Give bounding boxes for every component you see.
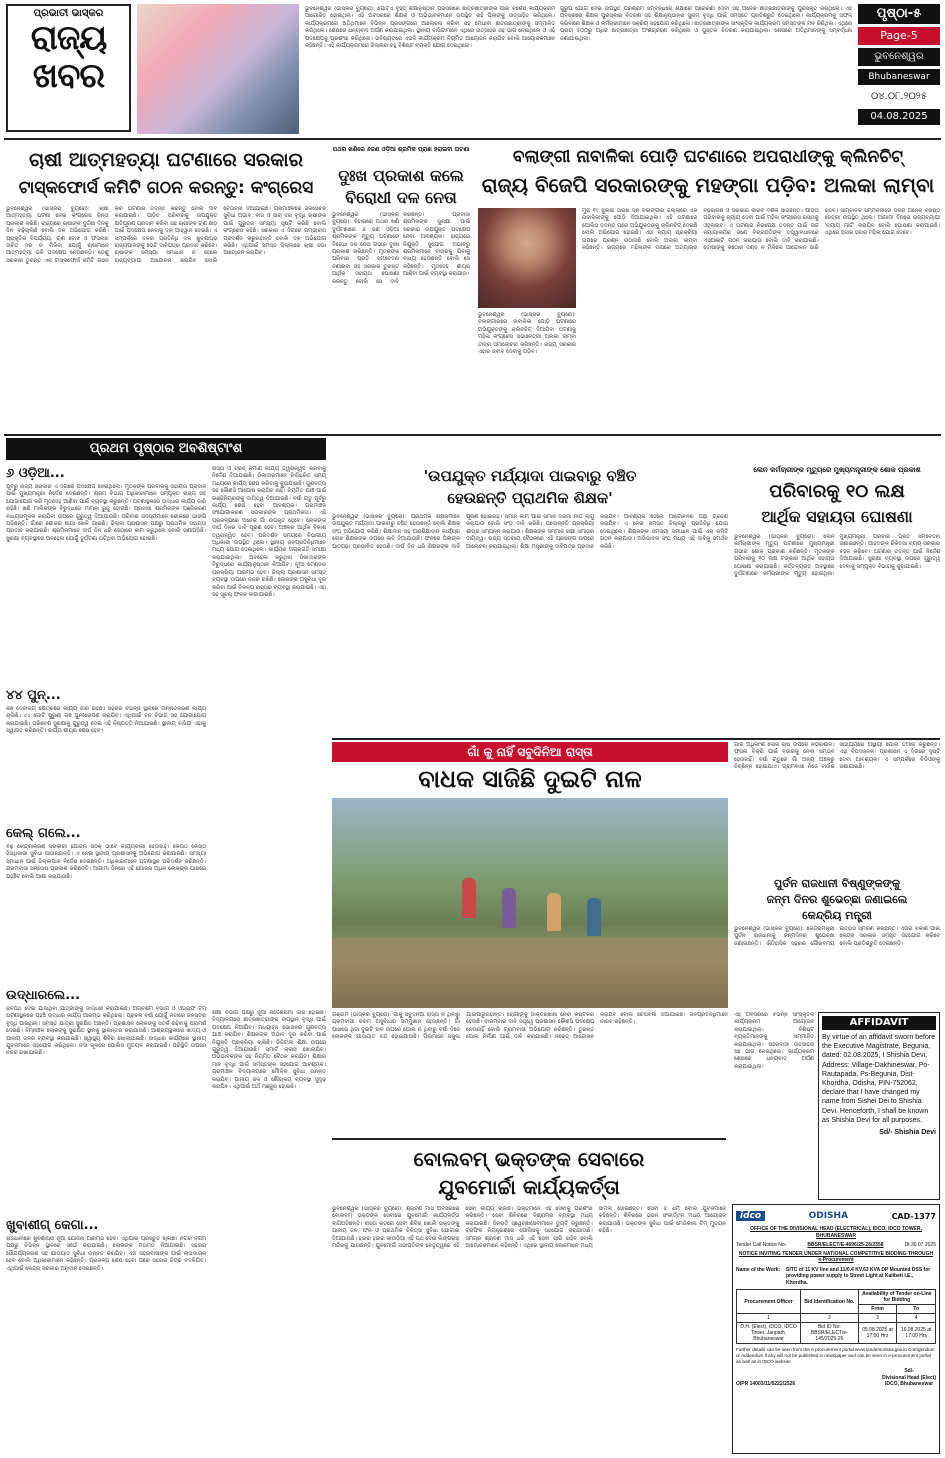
person-figure	[462, 878, 476, 918]
dukha-headline: ଦୁଃଖ ପ୍ରକାଶ କଲେ	[338, 166, 464, 185]
dukha-kicker: ପଥର ଖଣିରେ ୬ଜଣ ଓଡ଼ିଆ ଶ୍ରମିକ ପ୍ରାଣ ହରାଇବା ଘଟଣା	[332, 146, 470, 153]
th-to: To	[897, 1305, 936, 1314]
section-rule-2	[332, 738, 940, 740]
th-officer: Procurement Officer	[737, 1290, 801, 1314]
tender-table	[736, 1289, 936, 1344]
subhead-khubriga: ଖୁବାଶୀଗ୍ କେଗା...	[6, 1218, 99, 1233]
tourism-headline-2: ଜନ୍ମ ଦିନର ଶୁଭେଚ୍ଛା ଜଣାଇଲେ	[766, 893, 908, 906]
tender-notice-title: NOTICE INVITING TENDER UNDER NATIONAL COMPETITIVE BIDDING THROUGH e-Procurement	[738, 1250, 934, 1263]
road-kicker: ଗାଁ କୁ ନାହିଁ ସବୁଦିନିଆ ରାସ୍ତା	[332, 742, 728, 762]
date-or: ୦୪.୦୮.୨୦୨୫	[871, 91, 927, 102]
teacher-story-text: ଭୁବନେଶ୍ୱର (ଭାସ୍କର ବ୍ୟୁରୋ): ପ୍ରାଥମିକ ଶିକ୍ଷକମାନେ ଉପଯୁକ୍ତ ମର୍ଯ୍ୟାଦା ପାଇବାରୁ ବଞ୍ଚିତ ହେଉଛନ୍ତି ବୋଲି ଶିକ୍ଷକ ସଂଘ ଅଭିଯୋଗ କରିଛି। ଶିକ୍ଷାଦାନ ସହ ଅଣଶିକ୍ଷାଦାନ କାର୍ଯ୍ୟର ବୋଝ ଶିକ୍ଷକଙ୍କ ଉପରେ ଲଦି ଦିଆଯାଉଛି। ଫଳରେ ପିଲାଙ୍କ ପାଠପଢ଼ା ପ୍ରଭାବିତ ହେଉଛି। ଦୀର୍ଘ ଦିନ ଧରି ଶିକ୍ଷକଙ୍କ ଦାବି ପୂରଣ ହୋଇନାହିଁ। ସମାନ କାମ ପାଇଁ ସମାନ ଦରମା ନୀତି ଲାଗୁ କରାଯାଉ ବୋଲି ସଂଘ ଦାବି କରିଛି। ପଦୋନ୍ନତି ପ୍ରକ୍ରିୟା ଶୀଘ୍ର ସମ୍ପନ୍ନ କରାଯାଉ। ଶିକ୍ଷକଙ୍କ ସମ୍ମାନ ରକ୍ଷା ସମାଜର ଦାୟିତ୍ୱ। ରାଜ୍ୟ ସ୍ତରୀୟ ବୈଠକରେ ଏହି ପ୍ରସଙ୍ଗ ଉପରେ ଆଲୋଚନା କରାଯାଇଥିଲା। ଶିକ୍ଷା ମନ୍ତ୍ରୀଙ୍କୁ ଦାବିପତ୍ର ପ୍ରଦାନ କରାଯିବ। ଆବଶ୍ୟକ ହେଲେ ଆନ୍ଦୋଳନର ପନ୍ଥା ଗ୍ରହଣ କରାଯିବ। ଏ ନେଇ ସମସ୍ତ ଜିଲ୍ଲାରୁ ପ୍ରତିନିଧି ଯୋଗ ଦେଇଥିଲେ। ଶିକ୍ଷକଙ୍କ ସମସ୍ୟା ସମାଧାନ ପାଇଁ ଏକ କମିଟି ଗଠନ କରାଯାଉ। ଅଭିଭାବକ ସଂଘ ମଧ୍ୟ ଏହି ଦାବିକୁ ସମର୍ଥନ କରିଛି।	[332, 514, 728, 550]
page-info-box	[858, 4, 940, 134]
cm-kicker: ଲେନ କର୍ମଚାରୀଙ୍କ ମୃତ୍ୟୁରେ ମୁଖ୍ୟମନ୍ତ୍ରୀଙ୍କ ଶୋକ ପ୍ରକାଶ	[753, 466, 921, 474]
cont-text-6: ରାସ୍ତା ଓ ବ୍ରିଜ୍ ନିର୍ମାଣ କାର୍ଯ୍ୟ ତ୍ୱରାନ୍ୱିତ କରିବାକୁ ନିର୍ଦ୍ଦେଶ ଦିଆଯାଇଛି। ଠିକାଦାରମାନେ ନିର୍ଦ୍ଧାରିତ ସମୟ ମଧ୍ୟରେ କାର୍ଯ୍ୟ ଶେଷ କରିବାକୁ କୁହାଯାଇଛି। ଗୁଣବତ୍ତା ସହ କୌଣସି ଆପୋଷ କରାଯିବ ନାହିଁ। ନିୟମିତ ଯାଞ୍ଚ ପାଇଁ ଇଞ୍ଜିନିୟରଙ୍କୁ ଦାୟିତ୍ୱ ଦିଆଯାଇଛି। ବର୍ଷା ଋତୁ ପୂର୍ବରୁ କାର୍ଯ୍ୟ ଶେଷ ହେବା ଆବଶ୍ୟକ। ଗ୍ରାମାଞ୍ଚଳ ସଂଯୋଗୀକରଣ ସରକାରଙ୍କ ପ୍ରାଥମିକତା। ଏହି ପ୍ରକଳ୍ପରେ ଅନେକ ଗାଁ ଉପକୃତ ହେବେ। ଲୋକଙ୍କ ଦୀର୍ଘ ଦିନର ଦାବି ପୂରଣ ହେବ। ଅଞ୍ଚଳର ଆର୍ଥିକ ବିକାଶ ତ୍ୱରାନ୍ୱିତ ହେବ। ପରିଦର୍ଶନ ସମୟରେ ବିଭାଗୀୟ ଅଧିକାରୀ ଉପସ୍ଥିତ ଥିଲେ। ସ୍ଥାନୀୟ ଜନପ୍ରତିନିଧିମାନେ ମଧ୍ୟ ଯୋଗ ଦେଇଥିଲେ। କାର୍ଯ୍ୟର ଅଗ୍ରଗତି ସମୀକ୍ଷା କରାଯାଇଥିଲା। ଅବହେଳା କରୁଥିବା ଠିକାଦାରଙ୍କ ବିରୁଦ୍ଧରେ କାର୍ଯ୍ୟାନୁଷ୍ଠାନ ନିଆଯିବ। ନୂଆ ଟେଣ୍ଡର ପ୍ରକ୍ରିୟା ଆରମ୍ଭ ହେବ। ଜିଲ୍ଲା ପ୍ରଶାସନ ସମସ୍ତ ବ୍ୟବସ୍ଥା ଉପରେ ନଜର ରଖିଛି। ଲୋକଙ୍କ ଅସୁବିଧା ଦୂର କରିବା ପାଇଁ ବିକଳ୍ପ ରାସ୍ତାର ବ୍ୟବସ୍ଥା କରାଯାଇଛି। ଏହା ସହ ସୂଚନା ଫଳକ ଲଗାଯାଇଛି।	[212, 466, 326, 598]
tender-table-header	[737, 1290, 936, 1305]
logo-line-1: ରାଜ୍ୟ	[30, 18, 107, 58]
affidavit-title: AFFIDAVIT	[822, 1016, 936, 1030]
cont-text-2: କିଛି ଦେବାଳୟ କ୍ଷେତ୍ରରେ କାର୍ଯ୍ୟ ଜାରି ରହିଛି। ସହରର ବିଭିନ୍ନ ସ୍ଥାନରେ ଉନ୍ନତିକରଣ କାର୍ଯ୍ୟ ଚାଲିଛି। ୪୪ ଗୋଟି ପୁରୁଣା ଗଛ ପୁନଃରୋପଣ କରାଯିବ। ଏଥିପାଇଁ ବନ ବିଭାଗ ସହ ଯୋଗାଯୋଗ କରାଯାଇଛି। ପରିବେଶ ସୁରକ୍ଷାକୁ ଗୁରୁତ୍ୱ ଦେଇ ଏହି ନିଷ୍ପତ୍ତି ନିଆଯାଇଛି। ସ୍ଥାନୀୟ ବାସିନ୍ଦା ଏହାକୁ ସ୍ୱାଗତ କରିଛନ୍ତି। କାର୍ଯ୍ୟ ଶୀଘ୍ର ଶେଷ ହେବ।	[6, 706, 206, 735]
cont-text-1: ପୂର୍ବରୁ ରାଜ୍ୟ ସରକାର ଏ ଦିଗରେ ପଦକ୍ଷେପ ନେଇଥିଲେ। ମୃତକଙ୍କ ପରିବାରକୁ ସହାୟତା ପ୍ରଦାନ ପାଇଁ ମୁଖ୍ୟମନ୍ତ୍ରୀ ନିର୍ଦ୍ଦେଶ ଦେଇଛନ୍ତି। ଶ୍ରମ ବିଭାଗ ଅଧିକାରୀମାନେ ସମ୍ପୃକ୍ତ ରାଜ୍ୟ ସହ ଯୋଗାଯୋଗ କରି ମୃତଦେହ ଆଣିବା ପାଇଁ ବ୍ୟବସ୍ଥା କରୁଛନ୍ତି। ଘଟଣାସ୍ଥଳରେ ଉଦ୍ଧାର କାର୍ଯ୍ୟ ଜାରି ରହିଛି। ଖଣି ମାଲିକଙ୍କ ବିରୁଦ୍ଧରେ ମାମଲା ରୁଜୁ ହୋଇଛି। ପ୍ରବାସୀ ଶ୍ରମିକଙ୍କ ପଞ୍ଜିକରଣ ବାଧ୍ୟତାମୂଳକ କରାଯିବା ଉପରେ ଗୁରୁତ୍ୱ ଦିଆଯାଉଛି। ପରିବାର ସଦସ୍ୟମାନେ ଶୋକରେ ଭାଙ୍ଗି ପଡ଼ିଛନ୍ତି। ଗାଁରେ ଶୋକର ଛାୟା ଖେଳି ଯାଇଛି। ଜିଲ୍ଲା ପ୍ରଶାସନ ପକ୍ଷରୁ ପ୍ରାଥମିକ ସହାୟତା ପ୍ରଦାନ କରାଯାଇଛି। ଶ୍ରମିକମାନେ ଦୀର୍ଘ ଦିନ ଧରି ସେଠାରେ କାମ କରୁଥିଲେ ବୋଲି ଜଣାପଡ଼ିଛି। ସୁରକ୍ଷା ବ୍ୟବସ୍ଥାରେ ଅବହେଳା ଯୋଗୁଁ ଦୁର୍ଘଟଣା ଘଟିଥିବା ଅଭିଯୋଗ ହୋଇଛି।	[6, 484, 206, 542]
tender-table-numbers	[737, 1314, 936, 1323]
road-story-text: ଗଞ୍ଜାମ (ଭାସ୍କର ବ୍ୟୁରୋ): ଗାଁକୁ ସବୁଦିନିଆ ରାସ୍ତା ନ ଥିବାରୁ ଗ୍ରାମବାସୀ ଚରମ ଅସୁବିଧାର ସମ୍ମୁଖୀନ ହେଉଛନ୍ତି। ଗାଁ ପାଖରେ ଥିବା ଦୁଇଟି ନାଳ ଉପରେ ପୋଲ ନ ଥିବାରୁ ବର୍ଷା ଦିନେ ଲୋକଙ୍କ ଯାତାୟାତ ବନ୍ଦ ହୋଇଯାଉଛି। ପିଲାମାନେ ସ୍କୁଲ ଯାଇପାରୁନାହାନ୍ତି। ରୋଗୀଙ୍କୁ ଡାକ୍ତରଖାନା ନେବା କଷ୍ଟକର ହେଉଛି। ବାରମ୍ବାର ଦାବି ସତ୍ତ୍ୱେ ପ୍ରଶାସନ କୌଣସି ପଦକ୍ଷେପ ନେଉନାହିଁ ବୋଲି ଗ୍ରାମବାସୀ ଅଭିଯୋଗ କରିଛନ୍ତି। ତୁରନ୍ତ ପୋଲ ନିର୍ମାଣ ପାଇଁ ଦାବି କରାଯାଇଛି। ନଚେତ୍ ଆନ୍ଦୋଳନ କରାଯିବ ବୋଲି ଚେତାବନୀ ଦିଆଯାଇଛି। ଜନପ୍ରତିନିଧିମାନେ ନୀରବ ରହିଛନ୍ତି।	[332, 1012, 728, 1041]
top-story-text-2: ଗୁରୁପ ଯୋଗ ଦେଇ ଉପସ୍ଥିତ ପରିଶ୍ରମ ସମ୍ବନ୍ଧରେ ଶିକ୍ଷାରେ ପ୍ରେରଣା ଦେବା ସହ ଅନେକ ଛାତ୍ରଛାତ୍ରୀଙ୍କୁ ପୁରସ୍କୃତ କରିଥିଲେ। ଏହି ଅବସରରେ ଶିକ୍ଷକ ପୁରସ୍କାର ବିତରଣ ସହ ଶିକ୍ଷାନୁଷ୍ଠାନର ସୁନାମ ବୃଦ୍ଧି ପାଇଁ ସମସ୍ତେ ପ୍ରତିଶ୍ରୁତି ଦେଇଥିଲେ। କାର୍ଯ୍ୟକ୍ରମକୁ ସଫଳ କରିବାରେ ଶିକ୍ଷକ ଓ କର୍ମଚାରୀମାନେ ସକ୍ରିୟ ସହଯୋଗ କରିଥିଲେ। ଛାତ୍ରଛାତ୍ରୀଙ୍କ ସାଂସ୍କୃତିକ କାର୍ଯ୍ୟକ୍ରମ ସମସ୍ତଙ୍କ ମନ ଜିଣିଥିଲା। ଏଥିରେ ପ୍ରାୟ ୫୦୦ରୁ ଅଧିକ ଛାତ୍ରଛାତ୍ରୀ ଅଂଶଗ୍ରହଣ କରିଥିଲେ ଓ ପୁସ୍ତକ ବିତରଣ କରାଯାଇଥିଲା। ଶେଷରେ ଅତିଥିମାନଙ୍କୁ ସମ୍ବର୍ଦ୍ଧନା ଜଣାଯାଇଥିଲା।	[560, 6, 852, 42]
tender-notice-no-label: Tender Call Notice No-	[736, 1242, 787, 1248]
tender-footer: Further details can be seen from the e-procurement portal www.tendersorissa.gov.in Corrigendum or Addendum if any will not be published in newspaper and can be seen in e-procurement portal as well as in IDCO website	[736, 1347, 935, 1364]
cm-story-text: ଭୁବନେଶ୍ୱର (ଭାସ୍କର ବ୍ୟୁରୋ): ଲେନ କର୍ମଚାରୀଙ୍କ ମୃତ୍ୟୁ ଘଟଣାରେ ମୁଖ୍ୟମନ୍ତ୍ରୀ ଗଭୀର ଶୋକ ପ୍ରକାଶ କରିଛନ୍ତି। ମୃତକଙ୍କ ପରିବାରକୁ ୧୦ ଲକ୍ଷ ଟଙ୍କାର ଆର୍ଥିକ ସହାୟତା ଘୋଷଣା କରାଯାଇଛି। କର୍ତ୍ତବ୍ୟରତ ଅବସ୍ଥାରେ ଦୁର୍ଘଟଣାରେ କର୍ମଚାରୀଙ୍କ ମୃତ୍ୟୁ ହୋଇଥିଲା। ମୁଖ୍ୟମନ୍ତ୍ରୀ ପରିବାର ପ୍ରତି ସମବେଦନା ଜଣାଇଛନ୍ତି। ଆହତଙ୍କ ଚିକିତ୍ସା ବ୍ୟୟ ସରକାର ବହନ କରିବେ। ଘଟଣାର ତଦନ୍ତ ପାଇଁ ନିର୍ଦ୍ଦେଶ ଦିଆଯାଇଛି। ସୁରକ୍ଷା ବ୍ୟବସ୍ଥା ଉପରେ ଗୁରୁତ୍ୱ ଦେବାକୁ ସମ୍ପୃକ୍ତ ବିଭାଗକୁ କୁହାଯାଇଛି।	[734, 534, 940, 578]
cell-to: 16.08.2025 at 17:00 Hrs	[897, 1323, 936, 1344]
table-row	[737, 1323, 936, 1344]
tender-work: SITC of 11 KV line and 11/0.4 KV,63 KVA DP Mounted DSS for providing power supply to Street Light at Kalibeti I.E., Khordha.	[786, 1266, 931, 1286]
top-story-text: ଭୁବନେଶ୍ୱର (ଭାସ୍କର ବ୍ୟୁରୋ): ଗୋଟିଏ ବୃହତ୍ ଶିକ୍ଷାନୁଷ୍ଠାନ ପରିସରରେ ଛାତ୍ରଛାତ୍ରୀଙ୍କ ପାଇଁ ବିଶେଷ କାର୍ଯ୍ୟକ୍ରମ ଆୟୋଜିତ ହୋଇଥିଲା। ଏହି ଅବସରରେ ଶିକ୍ଷକ ଓ ଅଭିଭାବକମାନେ ଉପସ୍ଥିତ ରହି ପିଲାଙ୍କୁ ଉତ୍ସାହିତ କରିଥିଲେ। କାର୍ଯ୍ୟକ୍ରମରେ ଅତିଥିମାନେ ବିଭିନ୍ନ ପ୍ରସଙ୍ଗରେ ଆଲୋଚନା କରିବା ସହ ମେଧାବୀ ଛାତ୍ରଛାତ୍ରୀଙ୍କୁ ସମ୍ମାନିତ କରିଥିଲେ। ଶେଷରେ ଧନ୍ୟବାଦ ଅର୍ପଣ କରାଯାଇଥିଲା। ସ୍ଥାନୀୟ ବାସିନ୍ଦାମାନେ ଏଥିରେ ଉତ୍ସାହର ସହ ଭାଗ ନେଇଥିଲେ ଓ ଏହି ପଦକ୍ଷେପକୁ ପ୍ରଶଂସା କରିଥିଲେ। ଭବିଷ୍ୟତରେ ଏଭଳି କାର୍ଯ୍ୟକ୍ରମ ନିୟମିତ ଆୟୋଜନ କରାଯିବ ବୋଲି ଆୟୋଜକମାନେ କହିଛନ୍ତି। ଏହି କାର୍ଯ୍ୟକ୍ରମରେ ଜିଲ୍ଲାର ବହୁ ବିଶିଷ୍ଟ ବ୍ୟକ୍ତି ଯୋଗ ଦେଇଥିଲେ।	[305, 6, 555, 50]
city-or: ଭୁବନେଶ୍ୱର	[858, 48, 940, 66]
logo-line-2: ଖବର	[32, 56, 105, 96]
page-number-en: Page-5	[858, 27, 940, 45]
affidavit-body: By virtue of an affidavit sworn before the Executive Magistrate, Begunia, dated: 02.08.2025, I Shishia Devi, Address: Village-Dakhineswar, Po-Rautapada, Ps-Begunia, Dist-Khordha, Odisha, PIN-752062, declare that I have changed my name from Sishei Dei to Shishia Devi. Henceforth, I shall be known as Shishia Devi for all purposes.	[822, 1034, 936, 1124]
tender-notice-no-row	[736, 1242, 936, 1249]
tender-header	[736, 1208, 936, 1224]
road-headline: ବାଧକ ସାଜିଛି ଦୁଇଟି ନାଳ	[418, 765, 642, 793]
col-number: 1	[737, 1314, 801, 1323]
section-rule-3	[332, 1138, 726, 1140]
city-en: Bhubaneswar	[858, 69, 940, 85]
col-number: 2	[801, 1314, 859, 1323]
dukha-story-text: ଭୁବନେଶ୍ୱର (ଭାସ୍କର ବ୍ୟୁରୋ): ବିହାରରେ ପଥର ଖଣି ଦୁର୍ଘଟଣାରେ ୬ ଜଣ ଓଡ଼ିଆ ଶ୍ରମିକଙ୍କ ମୃତ୍ୟୁ ଘଟଣାରେ ବିରୋଧୀ ଦଳ ନେତା ଗଭୀର ଦୁଃଖ ପ୍ରକାଶ କରିଛନ୍ତି। ମୃତକଙ୍କ ପରିବାର ପ୍ରତି ସମବେଦନା ଜଣାଇବା ସହ ସରକାର ତୁରନ୍ତ ଆର୍ଥିକ ସହାୟତା ଘୋଷଣା କରନ୍ତୁ ବୋଲି ସେ ଦାବି କରିଛନ୍ତି। ପ୍ରବାସୀ ଶ୍ରମିକଙ୍କ ସୁରକ୍ଷା ପାଇଁ ସରକାର ଉପଯୁକ୍ତ ପଦକ୍ଷେପ ନେବା ଆବଶ୍ୟକ। ରାଜ୍ୟରେ ନିଯୁକ୍ତି ସୁଯୋଗ ଅଭାବରୁ ଶ୍ରମିକମାନେ ବାହାରକୁ ଯିବାକୁ ବାଧ୍ୟ ହେଉଛନ୍ତି ବୋଲି ସେ କହିଛନ୍ତି। ମୃତଦେହ ଶୀଘ୍ର ଆଣିବା ପାଇଁ ବ୍ୟବସ୍ଥା କରାଯାଉ।	[332, 212, 470, 285]
alka-lamba-photo	[478, 208, 576, 308]
bolbam-headline-1: ବୋଲବମ୍ ଭକ୍ତଙ୍କ ସେବାରେ	[413, 1147, 645, 1171]
person-figure	[587, 898, 601, 936]
tender-notice	[732, 1204, 940, 1454]
affidavit-box	[818, 1012, 940, 1200]
tender-sign-2: Divisional Head (Elect)	[882, 1374, 936, 1381]
balangir-headline-1: ବଲାଙ୍ଗୀ ନାବାଳିକା ପୋଡ଼ି ଘଟଣାରେ ଅପରାଧୀଙ୍କୁ କ୍ଲିନଚିଟ୍	[512, 147, 904, 167]
farmer-headline-2: ଟାସ୍କଫୋର୍ସ କମିଟି ଗଠନ କରନ୍ତୁ: କଂଗ୍ରେସ	[18, 178, 314, 198]
subhead-udhar: ଉଦ୍ଧାରଲେ...	[6, 988, 81, 1003]
affidavit-signature: Sd/- Shishia Devi	[879, 1129, 936, 1137]
group-photo	[137, 4, 299, 134]
farmer-story-text: ଭୁବନେଶ୍ୱର (ଭାସ୍କର ବ୍ୟୁରୋ): ଚାଷୀ ଆତ୍ମହତ୍ୟା ଘଟଣା ନେଇ କଂଗ୍ରେସ ଚିନ୍ତା ପ୍ରକାଶ କରିଛି। ରାଜ୍ୟରେ ଚାଷୀଙ୍କ ଦୁର୍ଦ୍ଦଶା ଦିନକୁ ଦିନ ବଢ଼ିଚାଲିଛି ବୋଲି ଦଳ ଅଭିଯୋଗ କରିଛି। ପ୍ରାକୃତିକ ବିପର୍ଯ୍ୟୟ, ଋଣ ବୋଝ ଓ ଫସଲର ଉଚିତ ଦର ନ ମିଳିବା ଯୋଗୁଁ ଚାଷୀମାନେ ଆତ୍ମହତ୍ୟା ଭଳି ପଦକ୍ଷେପ ନେଉଛନ୍ତି। ତେଣୁ ସରକାର ତୁରନ୍ତ ଏକ ଟାସ୍କଫୋର୍ସ କମିଟି ଗଠନ କରି ଘଟଣାର ତଦନ୍ତ କରନ୍ତୁ ବୋଲି ଦାବି କରାଯାଇଛି। ପୀଡ଼ିତ ପରିବାରକୁ ଉପଯୁକ୍ତ କ୍ଷତିପୂରଣ ପ୍ରଦାନ କରିବା ସହ ଚାଷୀଙ୍କ ଋଣ ଛାଡ଼ ପାଇଁ ପଦକ୍ଷେପ ନେବାକୁ ଦଳ ଆହ୍ୱାନ ଦେଇଛି। ଏ ସମ୍ପର୍କରେ ଦଳର ପ୍ରତିନିଧି ଦଳ ଖୁବଶୀଘ୍ର ରାଜ୍ୟପାଳଙ୍କୁ ଭେଟି ଦାବିପତ୍ର ପ୍ରଦାନ କରିବେ। ଚାଷୀଙ୍କ ସମସ୍ୟା ସମାଧାନ ନ ହେଲେ ରାଜ୍ୟବ୍ୟାପୀ ଆନ୍ଦୋଳନ କରାଯିବ ବୋଲି ଚେତାବନୀ ଦିଆଯାଇଛି। ଗ୍ରାମାଞ୍ଚଳରେ ଜଳସେଚନ ସୁବିଧା ଅଭାବ, ବୀଜ ଓ ସାର ଦର ବୃଦ୍ଧି ଚାଷୀଙ୍କ ପାଇଁ ଗୁରୁତର ସମସ୍ୟା ସୃଷ୍ଟି କରିଛି ବୋଲି କଂଗ୍ରେସ କହିଛି। ସରକାର ଏ ଦିଗରେ ଗମ୍ଭୀରତା ପ୍ରଦର୍ଶନ କରୁନାହାନ୍ତି ବୋଲି ଦଳ ଅଭିଯୋଗ କରିଛି। ଏଥିପାଇଁ ସମସ୍ତ ଜିଲ୍ଲାରେ ଚାଷୀ ସଭା ଆୟୋଜନ କରାଯିବ।	[6, 206, 326, 264]
tourism-headline-3: କେନ୍ଦ୍ରିୟ ମନ୍ତ୍ରୀ	[802, 909, 872, 922]
person-figure	[502, 888, 516, 928]
balangir-story-text-2: ମୁହାଁ ୧୯ ଜୁଲାଇ ତାରିଖ ଦିନ ବଲାଙ୍ଗୀର ଜିଲ୍ଲାରେ ଏକ ନାବାଳିକାଙ୍କୁ ପୋଡ଼ି ଦିଆଯାଇଥିଲା। ଏହି ଘଟଣାରେ ପୋଲିସ ତଦନ୍ତ ପରେ ଅଭିଯୁକ୍ତଙ୍କୁ କ୍ଲିନଚିଟ୍ ଦେଇଛି ବୋଲି ଅଭିଯୋଗ ହୋଇଛି। ଏହା ନ୍ୟାୟ ପ୍ରକ୍ରିୟା ଉପରେ ପ୍ରଶ୍ନ ଉଠାଉଛି ବୋଲି ଅଲକା ଲାମ୍ବା କହିଛନ୍ତି। ରାଜ୍ୟରେ ମହିଳାଙ୍କ ଉପରେ ଅତ୍ୟାଚାର ବଢ଼ିଚାଲିଛି ଓ ସରକାର ନୀରବ ଦର୍ଶକ ସାଜିଛନ୍ତି। ପୀଡ଼ିତା ପରିବାରକୁ ନ୍ୟାୟ ଦେବା ପାଇଁ ମହିଳା କଂଗ୍ରେସ ରାସ୍ତାକୁ ଓହ୍ଲାଇବ। ଏ ଘଟଣାର ନିରପେକ୍ଷ ତଦନ୍ତ ପାଇଁ ଉଚ୍ଚ ନ୍ୟାୟାଳୟର ଜଣେ ବିଚାରପତିଙ୍କ ତତ୍ତ୍ୱାବଧାନରେ ଏସଆଇଟି ଗଠନ କରାଯାଉ ବୋଲି ଦାବି କରାଯାଇଛି। ଦୋଷୀଙ୍କୁ କଠୋର ଦଣ୍ଡ ନ ମିଳିଲେ ଆନ୍ଦୋଳନ ଜାରି ରହିବ। ସାମ୍ବାଦିକ ସମ୍ମିଳନୀରେ ଦଳର ଅନେକ ବରିଷ୍ଠ ନେତ୍ରୀ ଉପସ୍ଥିତ ଥିଲେ। ଆଗାମୀ ଦିନରେ ରାଜ୍ୟବ୍ୟାପୀ 'ନ୍ୟାୟ ମାର୍ଚ୍ଚ' କରାଯିବ ବୋଲି ଘୋଷଣା କରାଯାଇଛି। ଏଥିରେ ହଜାର ହଜାର ମହିଳା ଯୋଗ ଦେବେ।	[582, 208, 940, 252]
cm-headline-1: ପରିବାରକୁ ୧୦ ଲକ୍ଷ	[769, 481, 905, 502]
water-channel	[332, 938, 728, 1008]
th-from: From	[858, 1305, 897, 1314]
col-number: 3	[858, 1314, 897, 1323]
odisha-logo: ODISHA	[808, 1211, 849, 1221]
idco-logo: idco	[736, 1211, 765, 1221]
dukha-subheadline: ବିରୋଧୀ ଦଳ ନେତା	[345, 188, 457, 207]
continued-banner: ପ୍ରଥମ ପୃଷ୍ଠାର ଅବଶିଷ୍ଟାଂଶ	[6, 438, 326, 460]
bolbam-story-text: ଭୁବନେଶ୍ୱର (ଭାସ୍କର ବ୍ୟୁରୋ): ଶ୍ରାବଣ ମାସ ଅବସରରେ ବୋଲବମ୍ ଭକ୍ତଙ୍କ ସେବାରେ ଯୁବମୋର୍ଚ୍ଚା କାର୍ଯ୍ୟକର୍ତ୍ତା ଲାଗିପଡ଼ିଛନ୍ତି। ରାସ୍ତା କଡ଼ରେ ସେବା ଶିବିର ଖୋଲି ଭକ୍ତଙ୍କୁ ପାନୀୟ ଜଳ, ଫଳ ଓ ପ୍ରାଥମିକ ଚିକିତ୍ସା ସୁବିଧା ଯୋଗାଇ ଦିଆଯାଉଛି। ହଜାର ହଜାର କାଉଡ଼ିଆ ଏହି ପଥ ଦେଇ ଲିଙ୍ଗରାଜ ମନ୍ଦିରକୁ ଯାଉଛନ୍ତି। ଯୁବମୋର୍ଚ୍ଚା ସଭାପତିଙ୍କ ନେତୃତ୍ୱରେ ଏହି ସେବା କାର୍ଯ୍ୟ ଚାଲିଛି। ଭକ୍ତମାନେ ଏହି ସେବାକୁ ପ୍ରଶଂସା କରିଛନ୍ତି। ସେବା ଶିବିରରେ ବିଶ୍ରାମର ବ୍ୟବସ୍ଥା ମଧ୍ୟ କରାଯାଇଛି। ଦିନରାତି ସ୍ୱେଚ୍ଛାସେବୀମାନେ ଡ୍ୟୁଟି କରୁଛନ୍ତି। ଟ୍ରାଫିକ ନିୟନ୍ତ୍ରଣରେ ପୋଲିସକୁ ସହଯୋଗ କରାଯାଉଛି। ସମଗ୍ର ଶ୍ରାବଣ ମାସ ଧରି ଏହି ସେବା ଜାରି ରହିବ ବୋଲି ଆୟୋଜକମାନେ କହିଛନ୍ତି। ଏଥିରେ ସ୍ଥାନୀୟ ଲୋକମାନେ ମଧ୍ୟ ସାମିଲ ହୋଇଛନ୍ତି। ସେବା ହିଁ ଧର୍ମ ବୋଲି ଯୁବକମାନେ କହିଛନ୍ତି। ଶିବିରରେ ଭଜନ ସଂକୀର୍ତ୍ତନ ମଧ୍ୟ ଆୟୋଜନ କରାଯାଉଛି। ଭକ୍ତଙ୍କ ସୁବିଧା ପାଇଁ ମେଡିକାଲ ଟିମ୍ ମୁତୟନ ରହିଛି।	[332, 1206, 726, 1250]
section-rule-1	[4, 434, 941, 436]
tender-sign-1: Sd/-	[904, 1368, 914, 1374]
th-availability: Availability of Tender on-Line for Bidding	[858, 1290, 935, 1305]
tender-notice-no: BBSR/ELECT/E-4696/25-26/2358	[807, 1242, 884, 1248]
masthead-rule	[4, 138, 941, 140]
th-bid: Bid Identification No.	[801, 1290, 859, 1314]
road-story-text-2: ଗାଁର ଅଧିକାଂଶ ଲୋକ ଚାଷ ଉପରେ ନିର୍ଭରଶୀଳ। ଫସଲ ବିକ୍ରି ପାଇଁ ବଜାରକୁ ନେବା ସମ୍ଭବ ହେଉନାହିଁ। ବର୍ଷା ଋତୁରେ ଗାଁ ଅନ୍ୟ ଅଞ୍ଚଳରୁ ବିଚ୍ଛିନ୍ନ ହୋଇଯାଏ। ଗ୍ରାମବାସୀ ନିଜେ ବାଉଁଶ ସାହାଯ୍ୟରେ ଅସ୍ଥାୟୀ ପୋଲ ତିଆରି କରୁଛନ୍ତି। ଏହା ବିପଦଜନକ। ପ୍ରଶାସନ ଏ ଦିଗରେ ଦୃଷ୍ଟି ଦେବା ଆବଶ୍ୟକ। ଏ ସମ୍ପର୍କରେ ବିଡିଓଙ୍କୁ ଜଣାଯାଇଛି।	[734, 742, 940, 771]
tender-work-label: Name of the Work:	[736, 1266, 781, 1273]
person-figure	[547, 893, 561, 931]
tender-oipr: OIPR 14003/11/0222/2526	[736, 1381, 796, 1387]
subhead-6odia: ୬ ଓଡ଼ିଆ...	[6, 466, 65, 481]
cm-headline-2: ଆର୍ଥିକ ସହାୟତା ଘୋଷଣା	[761, 507, 913, 526]
teacher-headline-2: ହେଉଛନ୍ତି ପ୍ରାଥମିକ ଶିକ୍ଷକ'	[447, 489, 613, 507]
tender-bottom-row	[736, 1368, 936, 1388]
page-number-or: ପୃଷ୍ଠା-୫	[858, 4, 940, 24]
tender-cad: CAD-1377	[891, 1211, 936, 1221]
masthead-logo	[6, 4, 131, 132]
road-photo	[332, 798, 728, 1008]
tourism-story-text: ଭୁବନେଶ୍ୱର (ଭାସ୍କର ବ୍ୟୁରୋ): କେନ୍ଦ୍ରମନ୍ତ୍ରୀ ପୁର୍ତନ ରାଜଧାନୀକୁ ଜନ୍ମଦିନର ଶୁଭେଚ୍ଛା ଜଣାଇଛନ୍ତି। ଐତିହାସିକ ସହରର ଗୌରବମୟ ଇତିହାସ ସ୍ମରଣ କରିଛନ୍ତି। ଏହାର ବିକାଶ ପାଇଁ କେନ୍ଦ୍ର ସରକାର ସମସ୍ତ ସହଯୋଗ କରିବେ ବୋଲି ପ୍ରତିଶ୍ରୁତି ଦେଇଛନ୍ତି।	[734, 926, 940, 947]
date-en: 04.08.2025	[858, 109, 940, 125]
tourism-headline-1: ପୁର୍ତନ ରାଜଧାନୀ ବିଷ୍ଣୁଙ୍କଙ୍କୁ	[774, 877, 900, 890]
tender-sign-3: IDCO, Bhubaneswar	[885, 1381, 934, 1387]
cell-bid-no: Bid ID No: BBSR/ELECT/e-145/2025-26	[801, 1323, 859, 1344]
bolbam-headline-2: ଯୁବମୋର୍ଚ୍ଚା କାର୍ଯ୍ୟକର୍ତ୍ତା	[438, 1175, 620, 1199]
cont-text-7: ଶିକ୍ଷା ବିଭାଗ ପକ୍ଷରୁ ନୂଆ ନିର୍ଦ୍ଦେଶନାମା ଜାରି ହୋଇଛି। ବିଦ୍ୟାଳୟରେ ଛାତ୍ରଛାତ୍ରୀଙ୍କ ଉପସ୍ଥାନ ବୃଦ୍ଧି ପାଇଁ ପଦକ୍ଷେପ ନିଆଯିବ। ମଧ୍ୟାହ୍ନ ଭୋଜନର ଗୁଣବତ୍ତା ଯାଞ୍ଚ କରାଯିବ। ଶିକ୍ଷକଙ୍କ ଅଭାବ ଦୂର କରିବା ପାଇଁ ନିଯୁକ୍ତି ପ୍ରକ୍ରିୟା ଚାଲିଛି। ଡିଜିଟାଲ ଶିକ୍ଷା ଉପରେ ଗୁରୁତ୍ୱ ଦିଆଯାଉଛି। ସ୍ମାର୍ଟ କ୍ଲାସ ଖୋଲାଯିବ। ଅଭିଭାବକଙ୍କ ସହ ନିୟମିତ ବୈଠକ କରାଯିବ। ଶିକ୍ଷାର ମାନ ବୃଦ୍ଧି ପାଇଁ ସମସ୍ତଙ୍କ ସହଯୋଗ ଆବଶ୍ୟକ। ଗ୍ରାମାଞ୍ଚଳ ବିଦ୍ୟାଳୟରେ ମୌଳିକ ସୁବିଧା ଉନ୍ନତ କରାଯିବ। ପାନୀୟ ଜଳ ଓ ଶୌଚାଳୟ ବ୍ୟବସ୍ଥା ସୁଦୃଢ଼ କରାଯିବ। ଏଥିପାଇଁ ଅର୍ଥ ମଞ୍ଜୁର ହୋଇଛି।	[212, 1010, 326, 1091]
cell-from: 05.08.2025 at 17:00 Hrs	[858, 1323, 897, 1344]
tender-office: OFFICE OF THE DIVISIONAL HEAD (ELECTRICAL), IDCO, IDCO TOWER, BHUBANESWAR	[750, 1226, 922, 1239]
cont-text-3: ବଢ଼ି କେନ୍ଦ୍ରୀକରଣ ସରକାରୀ ଯୋଜନା ସଠିକ୍ ଭାବେ କାର୍ଯ୍ୟକାରୀ ହେଉନାହିଁ। କେଉଁଠି କେଉଁଠି ହିତାଧିକାରୀ ସୁବିଧା ପାଉନାହାନ୍ତି। ଏ ନେଇ ସ୍ଥାନୀୟ ପ୍ରଶାସନକୁ ଅଭିଯୋଗ କରାଯାଇଛି। ସମସ୍ୟା ସମାଧାନ ପାଇଁ ଜିଲ୍ଲାପାଳ ନିର୍ଦ୍ଦେଶ ଦେଇଛନ୍ତି। ଅଧିକାରୀମାନେ ଘଟଣାସ୍ଥଳ ପରିଦର୍ଶନ କରିଛନ୍ତି। ଗ୍ରାମବାସୀ ସନ୍ତୋଷ ପ୍ରକାଶ କରିଛନ୍ତି। ଆଗାମୀ ଦିନରେ ଏହି ଯୋଜନା ଅଧିକ ଲୋକଙ୍କ ପାଖରେ ପହଞ୍ଚିବ ବୋଲି ଆଶା କରାଯାଉଛି।	[6, 844, 206, 880]
tender-signatory	[882, 1368, 936, 1388]
misc-story-text: ଏହି ଅବସରରେ ବିଭିନ୍ନ ସାଂସ୍କୃତିକ କାର୍ଯ୍ୟକ୍ରମ ଆୟୋଜନ କରାଯାଇଥିଲା। ବିଶିଷ୍ଟ ବ୍ୟକ୍ତିମାନଙ୍କୁ ସମ୍ମାନିତ କରାଯାଇଥିଲା। ସହରବାସୀ ଉତ୍ସାହର ସହ ଭାଗ ନେଇଥିଲେ। କାର୍ଯ୍ୟକ୍ରମ ଶେଷରେ ଧନ୍ୟବାଦ ଅର୍ପଣ କରାଯାଇଥିଲା।	[734, 1012, 814, 1070]
teacher-headline-1: 'ଉପଯୁକ୍ତ ମର୍ଯ୍ୟାଦା ପାଇବାରୁ ବଞ୍ଚିତ	[423, 467, 637, 485]
balangir-story-text-1: ଭୁବନେଶ୍ୱର (ଭାସ୍କର ବ୍ୟୁରୋ): ବଲାଙ୍ଗୀରରେ ନାବାଳିକା ପୋଡ଼ି ଘଟଣାରେ ଅଭିଯୁକ୍ତଙ୍କୁ କ୍ଲିନଚିଟ୍ ଦିଆଯିବା ଘଟଣାକୁ ମହିଳା କଂଗ୍ରେସ ସଭାନେତ୍ରୀ ଅଲକା ଲାମ୍ବା ତୀବ୍ର ସମାଲୋଚନା କରିଛନ୍ତି। ରାଜ୍ୟ ସରକାର ଏହାର ଜବାବ ଦେବାକୁ ପଡ଼ିବ।	[478, 312, 576, 356]
farmer-headline-1: ଚାଷୀ ଆତ୍ମହତ୍ୟା ଘଟଣାରେ ସରକାର	[28, 149, 303, 171]
balangir-headline-2: ରାଜ୍ୟ ବିଜେପି ସରକାରଙ୍କୁ ମହଙ୍ଗା ପଡ଼ିବ: ଅଲକା ଲାମ୍ବା	[481, 173, 935, 197]
cont-text-5: ରାଜଧାନୀରେ ଖୁବଶୀଘ୍ର ନୂଆ ଯୋଜନା ଆରମ୍ଭ ହେବ। ଏଥିପାଇଁ ପ୍ରସ୍ତୁତି ଚାଲିଛି। ନଗର ନିଗମ ପକ୍ଷରୁ ବିଭିନ୍ନ ସ୍ଥାନରେ ସର୍ଭେ କରାଯାଇଛି। ଲୋକଙ୍କ ମତାମତ ନିଆଯାଇଛି। ସହରର ସୌନ୍ଦର୍ଯ୍ୟକରଣ ସହ ଯାତାୟାତ ସୁବିଧା ଉନ୍ନତ କରାଯିବ। ଏହା ସହରବାସୀଙ୍କ ପାଇଁ ଲାଭଦାୟକ ହେବ ବୋଲି ଅଧିକାରୀମାନେ କହିଛନ୍ତି। ପ୍ରକଳ୍ପ ଶେଷ ହେବା ପରେ ସହରର ଚିତ୍ର ବଦଳିଯିବ। ଏଥିପାଇଁ କେନ୍ଦ୍ର ସରକାର ଅନୁଦାନ ଦେଇଛନ୍ତି।	[6, 1236, 206, 1272]
cont-text-4: ଜଳପଥ ଦେଇ ଯାଉଥିବା ଯାତ୍ରୀଙ୍କୁ ଉଦ୍ଧାର କରାଯାଇଛି। ଅଗ୍ନିଶମ ବିଭାଗ ଓ ଓଡ୍ରାଫ ଟିମ୍ ଘଟଣାସ୍ଥଳରେ ପହଞ୍ଚି ଉଦ୍ଧାର କାର୍ଯ୍ୟ ଆରମ୍ଭ କରିଥିଲେ। ପ୍ରବଳ ବର୍ଷା ଯୋଗୁଁ ନଦୀରେ ଜଳସ୍ତର ବୃଦ୍ଧି ପାଇଥିଲା। ସମସ୍ତ ଯାତ୍ରୀ ସୁରକ୍ଷିତ ଅଛନ୍ତି। ପ୍ରଶାସନ ଲୋକଙ୍କୁ ସତର୍କ ରହିବାକୁ ପରାମର୍ଶ ଦେଇଛି। ନିମ୍ନାଞ୍ଚଳ ଲୋକଙ୍କୁ ସୁରକ୍ଷିତ ସ୍ଥାନକୁ ସ୍ଥାନାନ୍ତର କରାଯାଉଛି। ଆଶ୍ରୟସ୍ଥଳୀରେ ଖାଦ୍ୟ ଓ ପାନୀୟ ଜଳର ବ୍ୟବସ୍ଥା କରାଯାଇଛି। ସ୍ୱାସ୍ଥ୍ୟ ଶିବିର ଖୋଲାଯାଇଛି। ଉଦ୍ଧାର କାର୍ଯ୍ୟରେ ସ୍ଥାନୀୟ ଯୁବକମାନେ ସହଯୋଗ କରିଥିଲେ। ନଦୀ କୂଳରେ ପୋଲିସ ମୁତୟନ କରାଯାଇଛି। ପରିସ୍ଥିତି ଉପରେ ନଜର ରଖାଯାଇଛି।	[6, 1006, 206, 1057]
subhead-44: ୪୪ ପୁନ୍...	[6, 688, 61, 703]
tender-notice-date: Dt.30.07.2025	[904, 1242, 936, 1248]
tender-work-row	[736, 1267, 936, 1287]
logo-top-text: ପ୍ରଭାତୀ ଭାସ୍କର	[33, 8, 104, 19]
cell-officer: D.H. (Elect), IDCO, IDCO Tower, Janpath, Bhubaneswar	[737, 1323, 801, 1344]
subhead-kela: କେଲ୍ ଗଲେ...	[6, 826, 81, 841]
col-number: 4	[897, 1314, 936, 1323]
